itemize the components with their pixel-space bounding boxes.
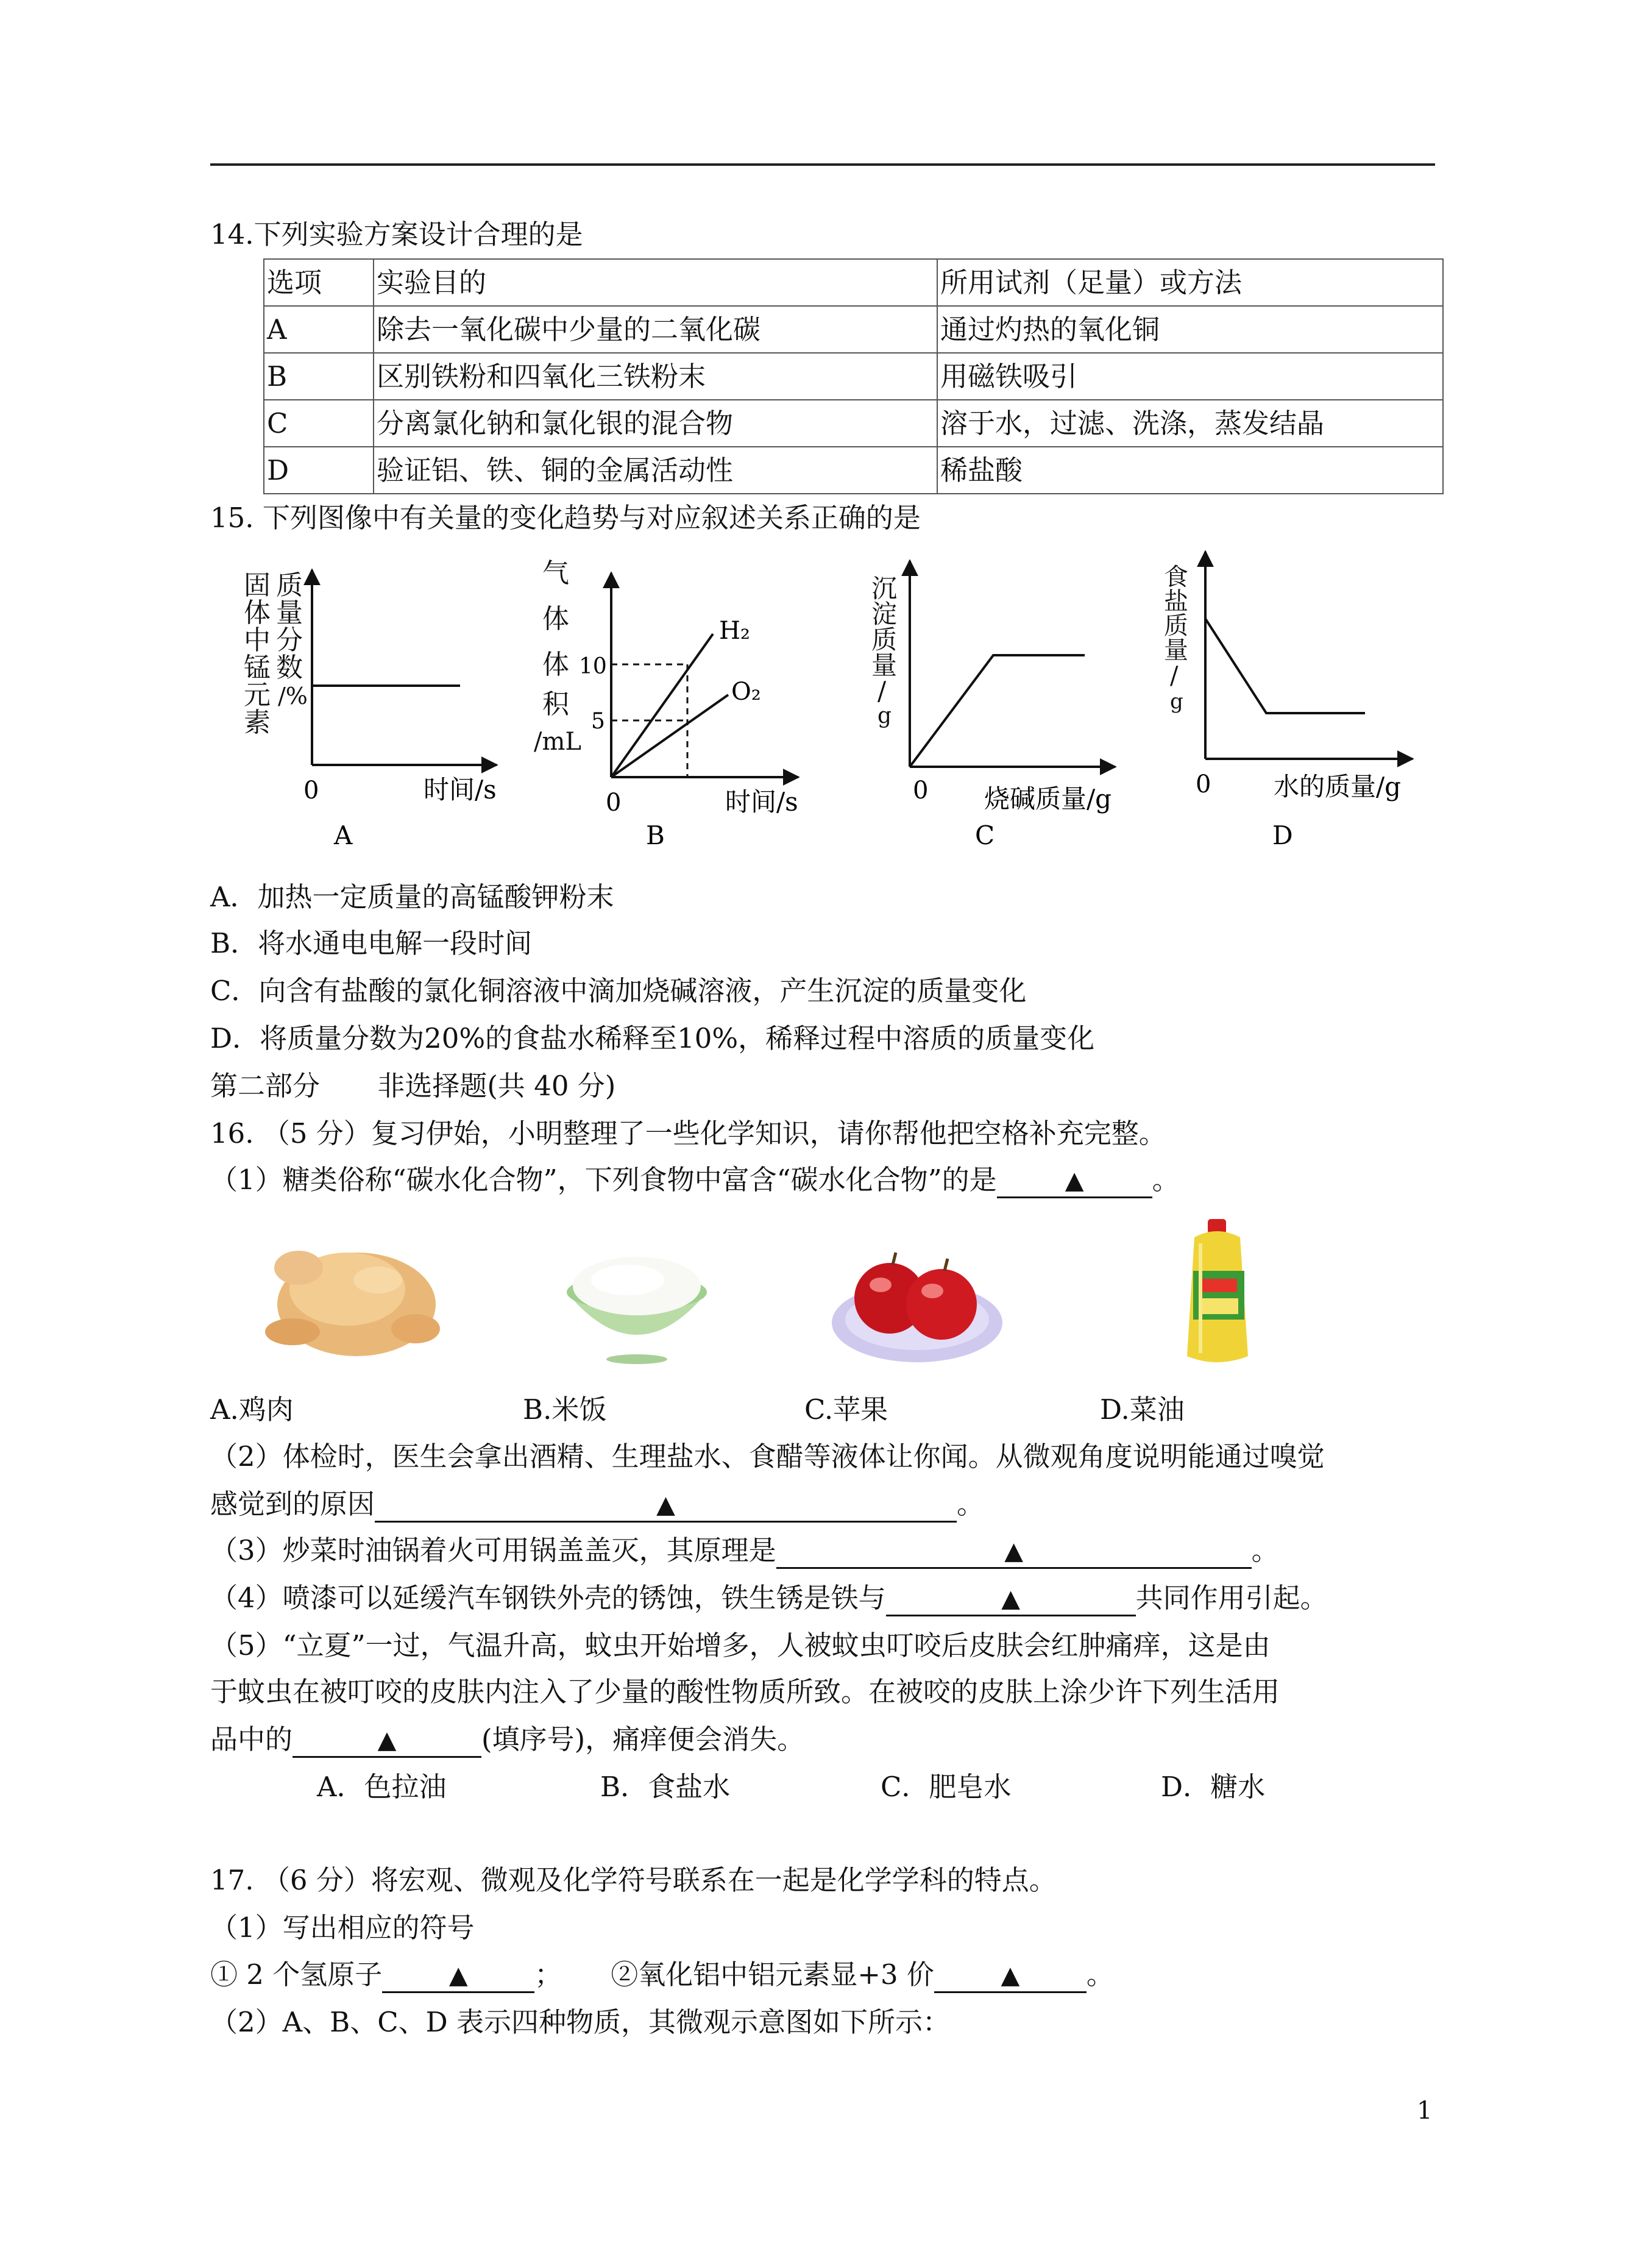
graph-a-ylabel: /% <box>278 683 308 709</box>
answer-blank[interactable] <box>382 1958 534 1993</box>
graph-c-ylabel: / <box>878 676 887 706</box>
q17-stem: 17. （6 分）将宏观、微观及化学符号联系在一起是化学学科的特点。 <box>210 1864 1057 1896</box>
graph-b-ylabel: 体 <box>542 603 569 635</box>
graph-b-ylabel: 积 <box>542 689 569 720</box>
food-label-b: B.米饭 <box>523 1393 607 1426</box>
q15-option-a: A．加热一定质量的高锰酸钾粉末 <box>210 881 614 913</box>
graph-c-origin: 0 <box>913 777 929 805</box>
answer-blank[interactable] <box>292 1723 481 1758</box>
graph-b-tick-5: 5 <box>591 709 605 734</box>
oil-bottle-image <box>1176 1213 1261 1371</box>
q16-stem: 16. （5 分）复习伊始，小明整理了一些化学知识，请你帮他把空格补充完整。 <box>210 1117 1166 1150</box>
graph-a-ylabel: 分 <box>276 625 303 656</box>
blank-mark: ▲ <box>1001 1961 1020 1989</box>
separator: ； <box>534 1958 562 1991</box>
graph-a-origin: 0 <box>303 777 319 805</box>
q16-part5c-text: 品中的 <box>210 1723 293 1755</box>
graph-b-ylabel: 体 <box>542 649 569 680</box>
blank-mark: ▲ <box>1065 1167 1084 1195</box>
period: 。 <box>1086 1958 1114 1991</box>
q16-part4-text: （4）喷漆可以延缓汽车钢铁外壳的锈蚀，铁生锈是铁与 <box>210 1582 886 1614</box>
graph-d-ylabel: / <box>1170 662 1179 690</box>
q17-item1-text: ① 2 个氢原子 <box>210 1958 383 1991</box>
graph-c-caption: C <box>975 820 995 850</box>
graph-a-ylabel: 体 <box>244 597 271 628</box>
graph-a-ylabel: 元 <box>244 680 271 711</box>
period: 。 <box>1251 1534 1279 1566</box>
blank-mark: ▲ <box>448 1961 468 1989</box>
graph-b-o2-line <box>611 695 728 777</box>
rice-bowl-image <box>555 1237 719 1365</box>
graph-c-ylabel: 质 <box>871 625 898 655</box>
q15-option-c: C．向含有盐酸的氯化铜溶液中滴加烧碱溶液，产生沉淀的质量变化 <box>210 975 1027 1007</box>
q16-choice-c: C．肥皂水 <box>881 1771 1012 1803</box>
apple-plate-image <box>826 1231 1009 1371</box>
table-cell: 通过灼热的氧化铜 <box>937 306 1443 353</box>
q15-stem: 15. 下列图像中有关量的变化趋势与对应叙述关系正确的是 <box>210 502 921 534</box>
q16-part5a: （5）“立夏”一过，气温升高，蚊虫开始增多，人被蚊虫叮咬后皮肤会红肿痛痒，这是由 <box>210 1629 1271 1662</box>
graph-a-ylabel: 中 <box>244 625 271 656</box>
period: 。 <box>957 1488 985 1520</box>
answer-blank[interactable] <box>997 1164 1152 1198</box>
graph-d-ylabel: 盐 <box>1164 588 1188 616</box>
food-label-c: C.苹果 <box>804 1393 888 1426</box>
graph-c-ylabel: g <box>878 703 892 728</box>
graph-b-caption: B <box>646 820 665 850</box>
table-cell: 用磁铁吸引 <box>937 353 1443 400</box>
blank-mark: ▲ <box>656 1491 675 1519</box>
q15-graphs <box>0 0 1638 866</box>
graph-d-ylabel: 食 <box>1164 563 1188 591</box>
graph-d-caption: D <box>1272 820 1293 850</box>
graph-d-origin: 0 <box>1196 770 1211 798</box>
graph-c-ylabel: 沉 <box>871 574 898 603</box>
q16-part1-text: （1）糖类俗称“碳水化合物”，下列食物中富含“碳水化合物”的是 <box>210 1164 997 1196</box>
chicken-image <box>256 1213 451 1365</box>
q16-choice-d: D．糖水 <box>1161 1771 1266 1803</box>
q16-choice-a: A．色拉油 <box>317 1771 447 1803</box>
page-number: 1 <box>1417 2097 1433 2125</box>
table-cell: C <box>264 400 374 447</box>
blank-mark: ▲ <box>1004 1537 1024 1565</box>
q17-item2-text: ②氧化铝中铝元素显+3 价 <box>611 1958 934 1991</box>
graph-d-xlabel: 水的质量/g <box>1274 772 1402 802</box>
table-cell: 所用试剂（足量）或方法 <box>937 259 1443 306</box>
graph-b <box>534 558 798 850</box>
graph-a-ylabel: 锰 <box>244 652 271 683</box>
q16-part3-text: （3）炒菜时油锅着火可用锅盖盖灭，其原理是 <box>210 1534 776 1566</box>
answer-blank[interactable] <box>934 1958 1087 1993</box>
food-label-a: A.鸡肉 <box>210 1393 294 1426</box>
q15-option-b: B．将水通电电解一段时间 <box>210 927 533 959</box>
table-cell: B <box>264 353 374 400</box>
q16-part2a: （2）体检时，医生会拿出酒精、生理盐水、食醋等液体让你闻。从微观角度说明能通过嗅觉 <box>210 1440 1325 1473</box>
blank-mark: ▲ <box>377 1726 397 1754</box>
graph-b-h2-line <box>611 634 713 777</box>
graph-c <box>871 561 1115 850</box>
q16-part3 <box>210 1532 1279 1569</box>
graph-d-ylabel: g <box>1170 689 1183 714</box>
graph-b-ylabel: 气 <box>542 558 569 589</box>
answer-blank[interactable] <box>375 1488 957 1523</box>
part2-subtitle: 非选择题(共 40 分) <box>377 1070 616 1102</box>
q15-option-d: D．将质量分数为20%的食盐水稀释至10%，稀释过程中溶质的质量变化 <box>210 1022 1095 1054</box>
graph-d-line <box>1205 619 1365 713</box>
table-cell: 区别铁粉和四氧化三铁粉末 <box>374 353 937 400</box>
graph-a-ylabel: 素 <box>244 707 271 738</box>
q17-part1: （1）写出相应的符号 <box>210 1911 475 1944</box>
graph-d-ylabel: 质 <box>1164 612 1188 640</box>
answer-blank[interactable] <box>886 1582 1136 1616</box>
part2-heading <box>210 1068 615 1104</box>
graph-c-ylabel: 淀 <box>871 599 898 629</box>
graph-a-ylabel: 数 <box>276 652 303 683</box>
table-cell: A <box>264 306 374 353</box>
table-cell: 实验目的 <box>374 259 937 306</box>
graph-b-ylabel: /mL <box>534 728 581 756</box>
graph-c-ylabel: 量 <box>871 650 898 680</box>
blank-mark: ▲ <box>1001 1585 1021 1613</box>
q16-part5c-end: (填序号)，痛痒便会消失。 <box>481 1723 805 1755</box>
period: 。 <box>1152 1164 1180 1196</box>
q16-part5b: 于蚊虫在被叮咬的皮肤内注入了少量的酸性物质所致。在被咬的皮肤上涂少许下列生活用 <box>210 1676 1280 1708</box>
graph-a-ylabel: 固 <box>244 570 271 601</box>
table-cell: 验证铝、铁、铜的金属活动性 <box>374 447 937 494</box>
part2-title: 第二部分 <box>210 1070 321 1102</box>
q16-part4 <box>210 1580 1328 1616</box>
graph-a-caption: A <box>334 820 353 850</box>
graph-d <box>1164 552 1413 850</box>
table-cell: 除去一氧化碳中少量的二氧化碳 <box>374 306 937 353</box>
graph-a-ylabel: 量 <box>276 597 303 628</box>
table-cell: 溶于水，过滤、洗涤，蒸发结晶 <box>937 400 1443 447</box>
q16-part5c <box>210 1721 804 1758</box>
graph-c-line <box>910 655 1085 767</box>
graph-c-xlabel: 烧碱质量/g <box>984 784 1112 814</box>
answer-blank[interactable] <box>776 1534 1252 1569</box>
graph-a-xlabel: 时间/s <box>424 775 497 805</box>
food-label-d: D.菜油 <box>1100 1393 1185 1426</box>
graph-a-ylabel: 质 <box>276 570 303 601</box>
q16-part1 <box>210 1162 1180 1198</box>
table-cell: 稀盐酸 <box>937 447 1443 494</box>
graph-b-origin: 0 <box>606 789 622 817</box>
q16-choice-b: B．食盐水 <box>600 1771 731 1803</box>
graph-b-xlabel: 时间/s <box>725 787 798 817</box>
table-cell: 分离氯化钠和氯化银的混合物 <box>374 400 937 447</box>
graph-b-h2-label: H₂ <box>719 617 750 645</box>
graph-d-ylabel: 量 <box>1164 636 1188 664</box>
q17-symbols <box>210 1957 1114 1993</box>
table-cell: D <box>264 447 374 494</box>
q16-part4-end: 共同作用引起。 <box>1135 1582 1328 1614</box>
table-cell: 选项 <box>264 259 374 306</box>
graph-b-tick-10: 10 <box>579 654 607 679</box>
q16-part2b <box>210 1486 984 1523</box>
q14-stem: 14.下列实验方案设计合理的是 <box>210 218 583 251</box>
q16-part2b-text: 感觉到的原因 <box>210 1488 375 1520</box>
graph-a <box>244 570 497 850</box>
graph-b-o2-label: O₂ <box>731 678 761 706</box>
q17-part2: （2）A、B、C、D 表示四种物质，其微观示意图如下所示： <box>210 2006 951 2038</box>
